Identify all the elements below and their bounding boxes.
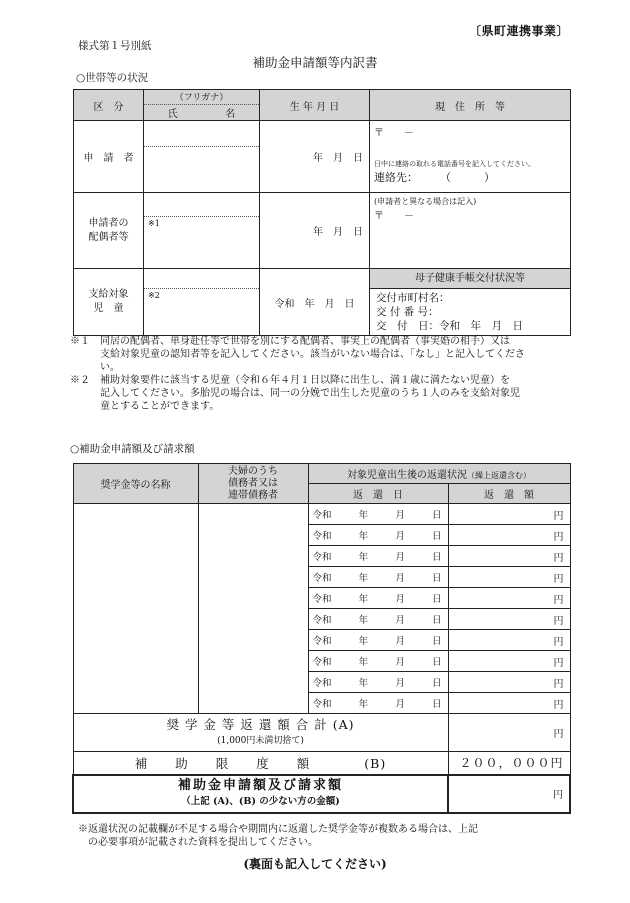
header-furigana: （フリガナ） (144, 90, 259, 105)
date-part-y: 年 (358, 510, 369, 521)
spouse-label (74, 193, 144, 269)
repay-date-field[interactable] (308, 504, 448, 525)
applicant-address-field[interactable] (370, 121, 571, 193)
repay-amount-field[interactable]: 円 (448, 630, 570, 651)
debtor-field[interactable] (198, 504, 308, 714)
household-table (73, 89, 571, 336)
date-part-y: 年 (358, 552, 369, 563)
section1-heading: ○世帯等の状況 (76, 72, 149, 84)
repay-date-field[interactable] (308, 630, 448, 651)
claim-amount-field[interactable]: 円 (448, 775, 570, 813)
date-part-d: 日 (431, 657, 442, 668)
header-repay-amount: 返 還 額 (448, 484, 570, 504)
handbook-date: 交 付 日：令和 年 月 日 (376, 320, 523, 332)
handbook-number: 交 付 番 号： (376, 306, 439, 318)
date-part-d: 日 (431, 636, 442, 647)
date-part-d: 日 (431, 594, 442, 605)
date-part-m: 月 (395, 699, 405, 710)
spouse-birthdate-field[interactable]: 年 月 日 (260, 193, 370, 269)
date-part-d: 日 (431, 510, 442, 521)
date-part-era: 令和 (312, 510, 332, 521)
section2-footnote (78, 823, 588, 849)
date-part-y: 年 (358, 531, 369, 542)
child-note-mark: ※2 (148, 291, 160, 300)
repay-amount-field[interactable]: 円 (448, 546, 570, 567)
header-loan-name: 奨学金等の名称 (73, 464, 198, 504)
limit-value: ２００，０００円 (448, 752, 570, 775)
loan-name-field[interactable] (73, 504, 198, 714)
date-part-m: 月 (395, 636, 405, 647)
date-part-m: 月 (395, 615, 405, 626)
repay-amount-field[interactable]: 円 (448, 588, 570, 609)
section2-heading: ○補助金申請額及び請求額 (70, 443, 195, 455)
repay-amount-field[interactable]: 円 (448, 609, 570, 630)
handbook-status[interactable] (370, 269, 571, 336)
date-part-era: 令和 (312, 657, 332, 668)
applicant-name-field[interactable] (144, 121, 260, 193)
claim-label: 補助金申請額及び請求額 (177, 777, 343, 793)
date-part-d: 日 (431, 615, 442, 626)
child-label (74, 269, 144, 336)
date-part-d: 日 (431, 699, 442, 710)
child-label-line2: 児 童 (93, 303, 124, 314)
note-line: 童とすることができます。 (70, 401, 220, 412)
date-part-era: 令和 (312, 636, 332, 647)
header-debtor-line3: 連帯債務者 (228, 489, 278, 501)
header-status-text: 対象児童出生後の返還状況 (347, 470, 467, 481)
total-label: 奨 学 金 等 返 還 額 合 計 (A) (166, 716, 355, 732)
repayment-table (72, 463, 571, 814)
date-part-era: 令和 (312, 615, 332, 626)
child-label-line1: 支給対象 (88, 289, 129, 300)
date-part-d: 日 (431, 678, 442, 689)
header-address: 現 住 所 等 (370, 90, 571, 121)
date-part-m: 月 (395, 573, 405, 584)
claim-label-cell (73, 775, 448, 813)
repay-date-field[interactable] (308, 672, 448, 693)
spouse-label-line1: 申請者の (88, 217, 129, 229)
header-debtor (198, 464, 308, 504)
header-repayment-status (308, 464, 570, 484)
contact-note: 日中に連絡の取れる電話番号を記入してください。 (374, 160, 535, 168)
section1-notes (70, 335, 590, 413)
date-part-m: 月 (395, 594, 405, 605)
program-tag: 〔県町連携事業〕 (469, 24, 570, 38)
applicant-label: 申 請 者 (74, 121, 144, 193)
header-surname: 氏 (167, 109, 178, 120)
back-side-note: (裏面も記入してください) (243, 857, 387, 871)
date-part-d: 日 (431, 573, 442, 584)
form-number: 様式第１号別紙 (78, 40, 152, 52)
spouse-address-note: (申請者と異なる場合は記入) (374, 197, 477, 206)
handbook-header: 母子健康手帳交付状況等 (370, 269, 570, 289)
repay-amount-field[interactable]: 円 (448, 651, 570, 672)
spouse-label-line2: 配偶者等 (88, 231, 129, 243)
footnote-line1: ※返還状況の記載欄が不足する場合や期間内に返還した奨学金等が複数ある場合は、上記 (78, 824, 478, 835)
total-sublabel: (1,000円未満切捨て) (217, 735, 304, 746)
spouse-address-field[interactable] (370, 193, 571, 269)
repayment-row (73, 504, 570, 525)
date-part-y: 年 (358, 573, 369, 584)
spouse-note-mark: ※1 (148, 219, 160, 228)
repay-date-field[interactable] (308, 525, 448, 546)
repay-amount-field[interactable]: 円 (448, 525, 570, 546)
note-line: ※１ 同居の配偶者、単身赴任等で世帯を別にする配偶者、事実上の配偶者（事実婚の相手）又は (70, 336, 510, 347)
repay-date-field[interactable] (308, 588, 448, 609)
applicant-postal: 〒 － (374, 128, 414, 139)
date-part-d: 日 (431, 531, 442, 542)
header-debtor-line1: 夫婦のうち (228, 465, 278, 477)
footnote-line2: の必要事項が記載された資料を提出してください。 (78, 837, 318, 848)
repay-amount-field[interactable]: 円 (448, 693, 570, 714)
contact-phone: 連絡先： （ ） (374, 171, 495, 184)
date-part-y: 年 (358, 699, 369, 710)
date-part-m: 月 (395, 510, 405, 521)
date-part-era: 令和 (312, 552, 332, 563)
spouse-postal: 〒 － (374, 211, 414, 222)
date-part-m: 月 (395, 678, 405, 689)
total-amount-field[interactable]: 円 (448, 714, 570, 752)
applicant-birthdate-field[interactable]: 年 月 日 (260, 121, 370, 193)
repay-date-field[interactable] (308, 609, 448, 630)
child-name-field[interactable] (144, 269, 260, 336)
note-line: い。 (70, 362, 120, 373)
spouse-name-field[interactable] (144, 193, 260, 269)
repay-date-field[interactable] (308, 693, 448, 714)
header-repay-date: 返 還 日 (308, 484, 448, 504)
repay-amount-field[interactable]: 円 (448, 504, 570, 525)
note-line: 支給対象児童の認知者等を記入してください。該当がいない場合は、「なし」と記入してくださ (70, 349, 525, 360)
date-part-era: 令和 (312, 573, 332, 584)
note-line: 記入してください。多胎児の場合は、同一の分娩で出生した児童のうち１人のみを支給対象児 (70, 388, 520, 399)
repay-date-field[interactable] (308, 546, 448, 567)
date-part-y: 年 (358, 615, 369, 626)
claim-sublabel: （上記 (A)、(B) の少ない方の金額) (181, 795, 340, 807)
child-birthdate-field[interactable]: 令和 年 月 日 (260, 269, 370, 336)
header-status-note: （繰上返還含む） (467, 471, 531, 480)
date-part-m: 月 (395, 531, 405, 542)
date-part-y: 年 (358, 594, 369, 605)
repay-amount-field[interactable]: 円 (448, 672, 570, 693)
header-given-name: 名 (225, 109, 236, 120)
date-part-era: 令和 (312, 531, 332, 542)
date-part-d: 日 (431, 552, 442, 563)
date-part-m: 月 (395, 657, 405, 668)
repay-date-field[interactable] (308, 567, 448, 588)
header-birthdate: 生 年 月 日 (260, 90, 370, 121)
date-part-y: 年 (358, 657, 369, 668)
date-part-m: 月 (395, 552, 405, 563)
total-label-cell (73, 714, 448, 752)
repay-date-field[interactable] (308, 651, 448, 672)
date-part-era: 令和 (312, 594, 332, 605)
header-category: 区 分 (74, 90, 144, 121)
header-debtor-line2: 債務者又は (228, 477, 278, 489)
document-title: 補助金申請額等内訳書 (252, 55, 378, 70)
repay-amount-field[interactable]: 円 (448, 567, 570, 588)
note-line: ※２ 補助対象要件に該当する児童（令和６年４月１日以降に出生し、満１歳に満たない児童）を (70, 375, 510, 386)
date-part-era: 令和 (312, 678, 332, 689)
handbook-city: 交付市町村名： (376, 292, 450, 304)
date-part-y: 年 (358, 636, 369, 647)
header-name (144, 90, 260, 121)
date-part-era: 令和 (312, 699, 332, 710)
date-part-y: 年 (358, 678, 369, 689)
limit-label: 補 助 限 度 額 (B) (73, 752, 448, 775)
